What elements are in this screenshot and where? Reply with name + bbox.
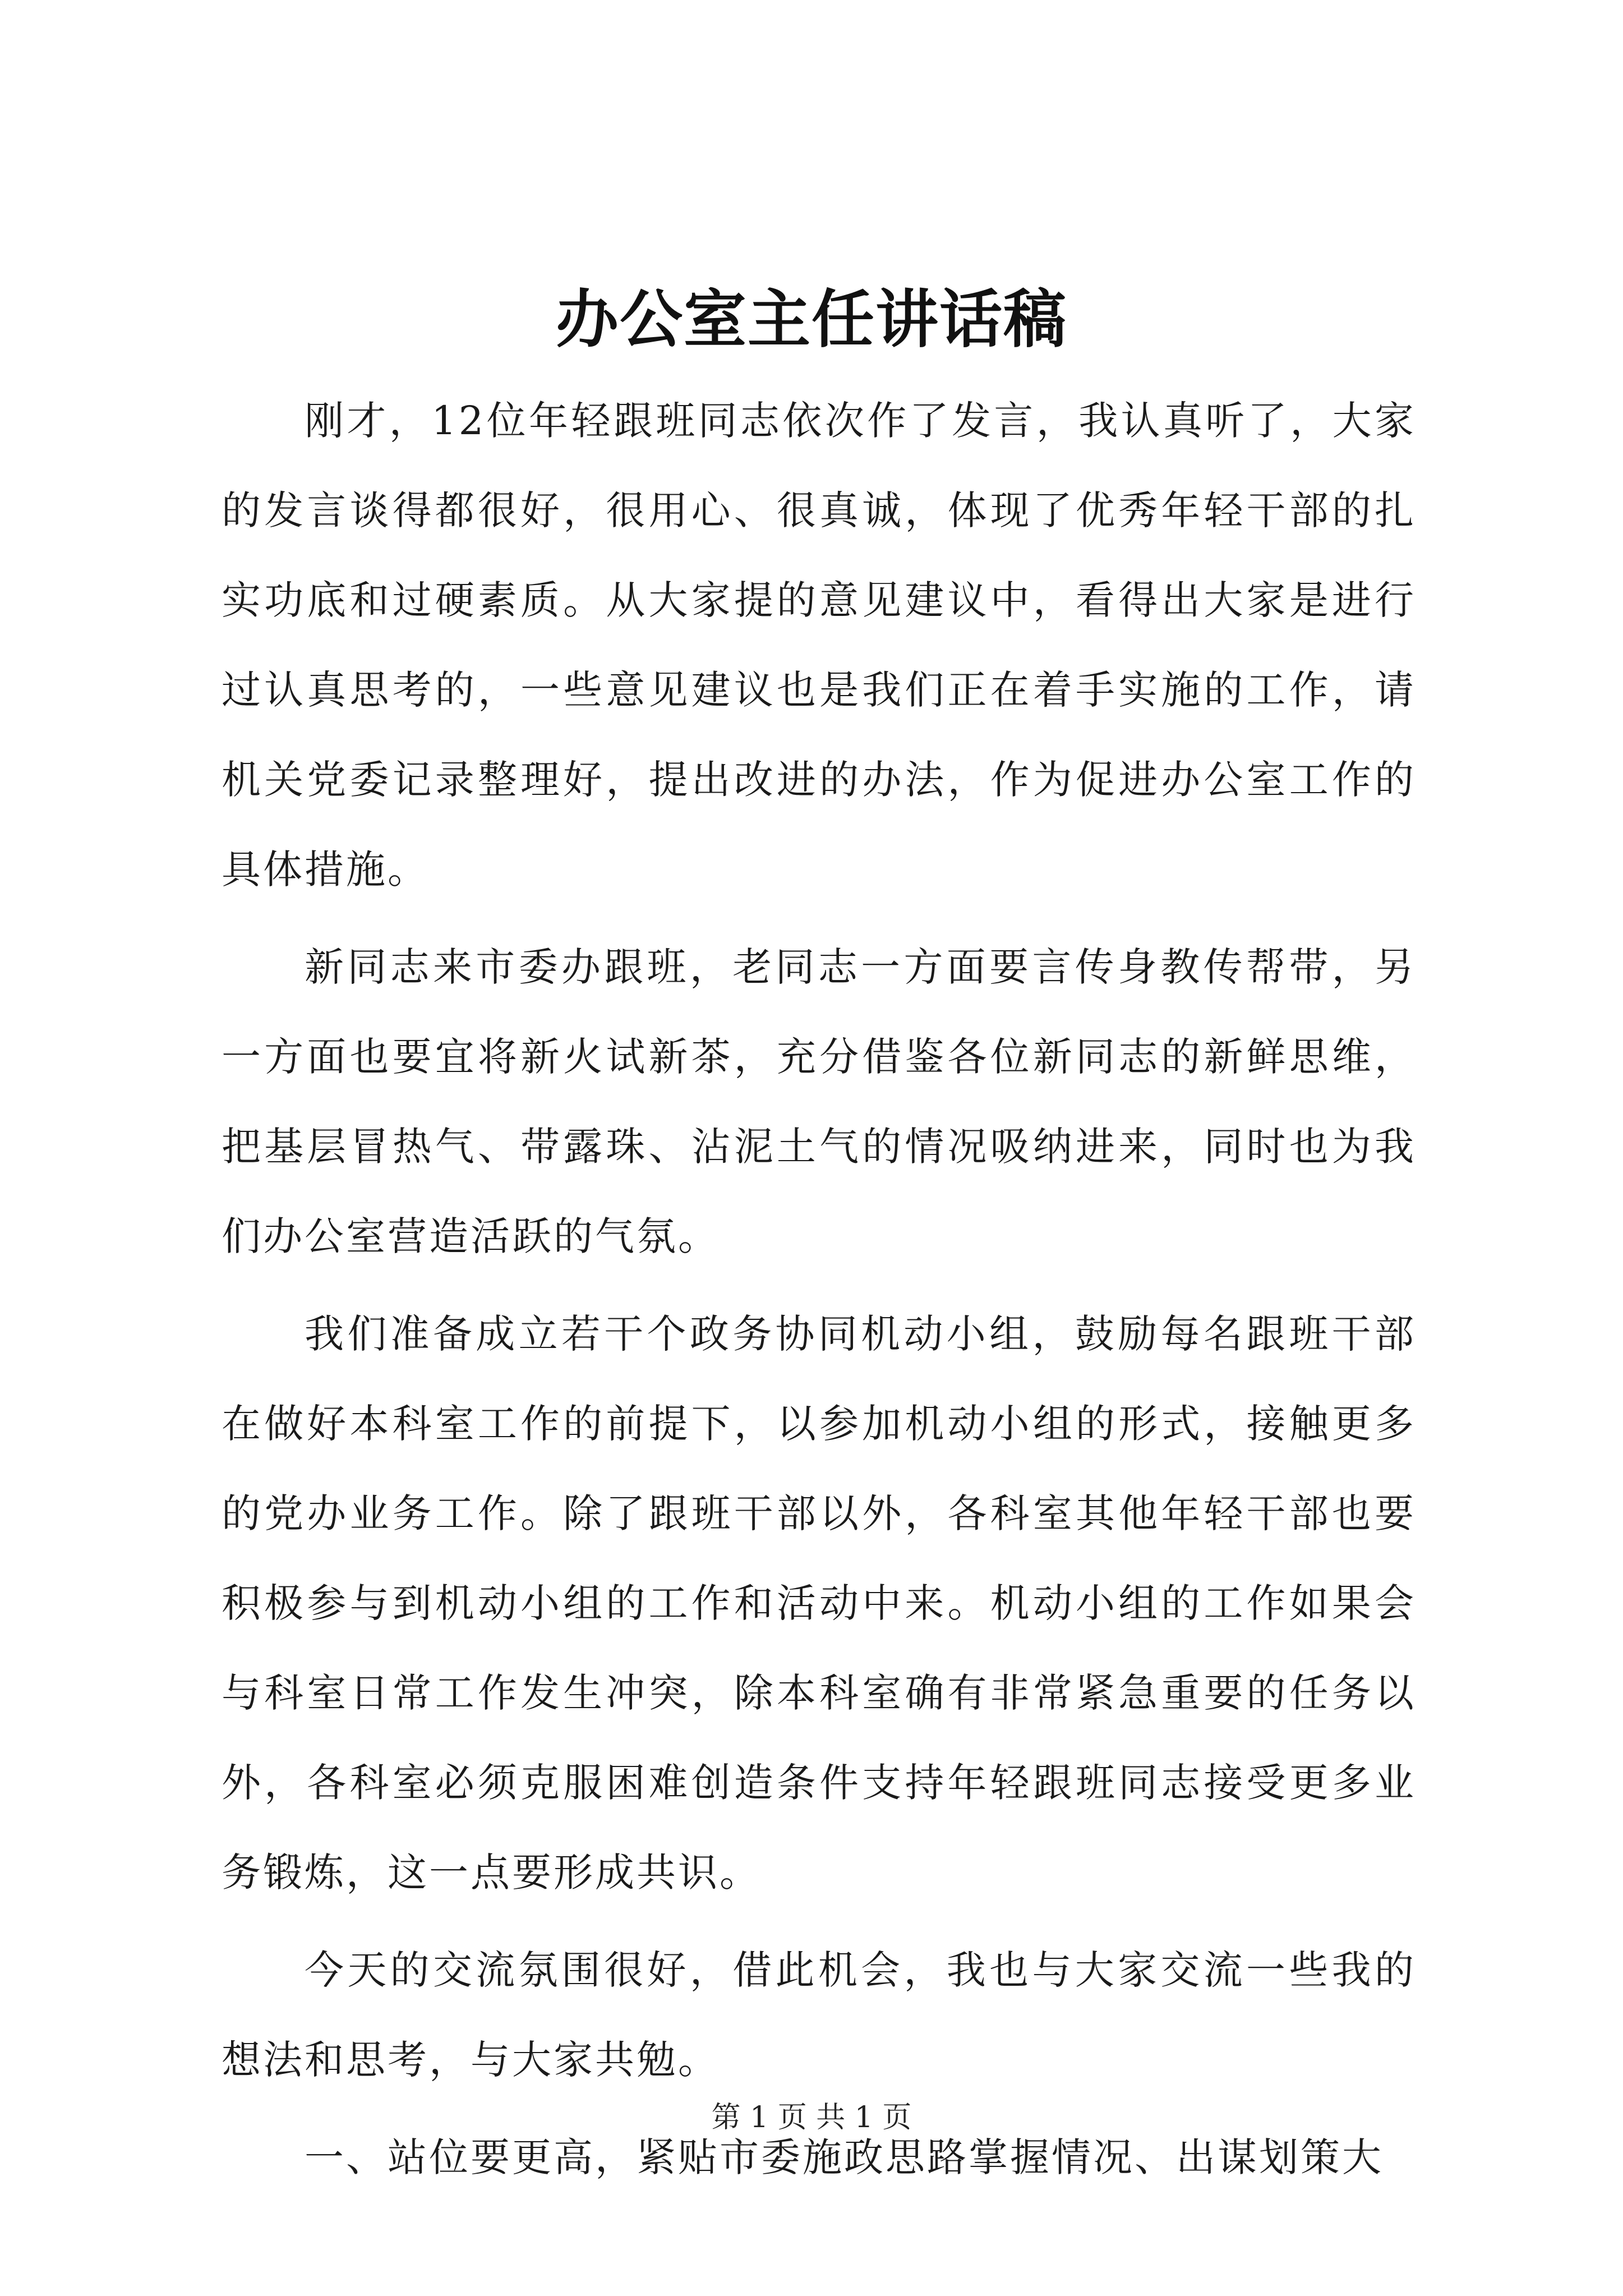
- paragraph-2: 新同志来市委办跟班，老同志一方面要言传身教传帮带，另一方面也要宜将新火试新茶，充分借鉴各位新同志的新鲜思维，把基层冒热气、带露珠、沾泥土气的情况吸纳进来，同时也为我们办公室营造活跃的气氛。: [222, 944, 1416, 1259]
- paragraph-4: 今天的交流氛围很好，借此机会，我也与大家交流一些我的想法和思考，与大家共勉。: [222, 1947, 1416, 2083]
- paragraph-3: 我们准备成立若干个政务协同机动小组，鼓励每名跟班干部在做好本科室工作的前提下，以参加机动小组的形式，接触更多的党办业务工作。除了跟班干部以外，各科室其他年轻干部也要积极参与到机动小组的工作和活动中来。机动小组的工作如果会与科室日常工作发生冲突，除本科室确有非常紧急重要的任务以外，各科室必须克服困难创造条件支持年轻跟班同志接受更多业务锻炼，这一点要形成共识。: [222, 1311, 1416, 1895]
- paragraph-5: 一、站位要更高，紧贴市委施政思路掌握情况、出谋划策大: [305, 2134, 1384, 2180]
- document-title: 办公室主任讲话稿: [556, 283, 1067, 356]
- paragraph-1: 刚才，12位年轻跟班同志依次作了发言，我认真听了，大家的发言谈得都很好，很用心、很真诚，体现了优秀年轻干部的扎实功底和过硬素质。从大家提的意见建议中，看得出大家是进行过认真思考的，一些意见建议也是我们正在着手实施的工作，请机关党委记录整理好，提出改进的办法，作为促进办公室工作的具体措施。: [222, 398, 1416, 892]
- page-number-footer: 第 1 页 共 1 页: [711, 2101, 912, 2134]
- document-body: [222, 376, 1416, 2202]
